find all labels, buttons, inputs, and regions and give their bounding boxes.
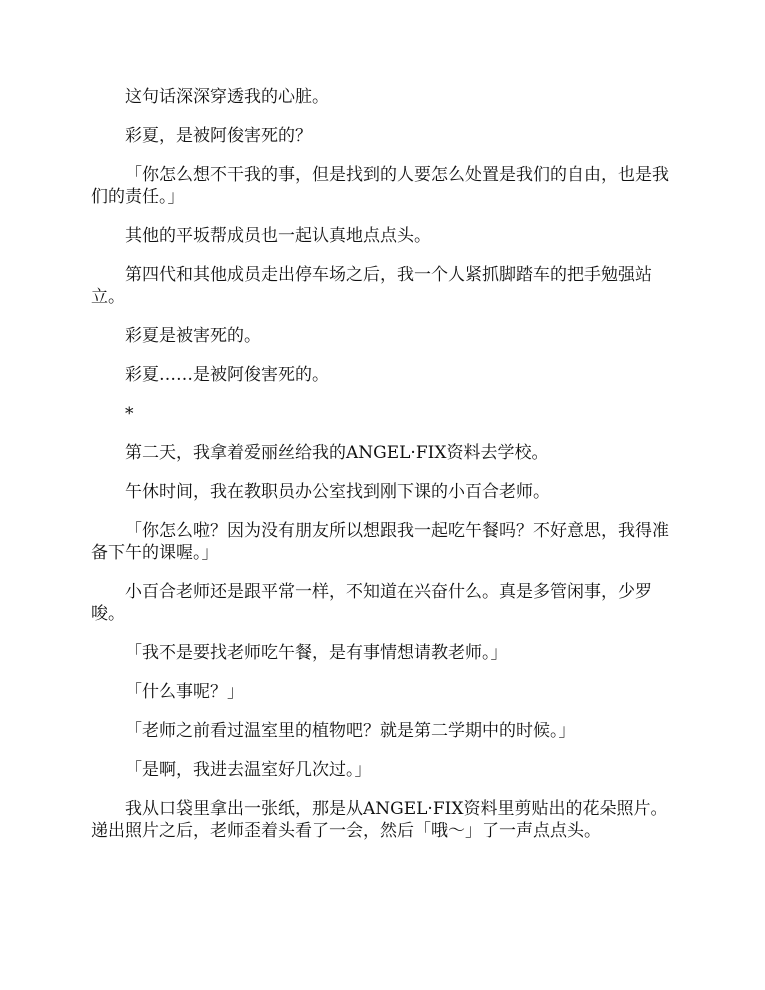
paragraph: 第二天，我拿着爱丽丝给我的ANGEL·FIX资料去学校。 (125, 443, 549, 463)
paragraph: 这句话深深穿透我的心脏。 (125, 87, 329, 107)
paragraph: 「什么事呢？」 (125, 682, 244, 702)
paragraph: 「是啊，我进去温室好几次过。」 (125, 760, 372, 780)
paragraph: 第四代和其他成员走出停车场之后，我一个人紧抓脚踏车的把手勉强站立。 (91, 265, 652, 307)
paragraph: 小百合老师还是跟平常一样，不知道在兴奋什么。真是多管闲事，少罗唆。 (91, 582, 652, 624)
paragraph: 彩夏是被害死的。 (125, 326, 261, 346)
section-break: * (125, 404, 134, 424)
paragraph: 「你怎么想不干我的事，但是找到的人要怎么处置是我们的自由，也是我们的责任。」 (91, 165, 669, 207)
paragraph: 其他的平坂帮成员也一起认真地点点头。 (125, 226, 431, 246)
paragraph: 「老师之前看过温室里的植物吧？就是第二学期中的时候。」 (125, 721, 576, 741)
paragraph: 「我不是要找老师吃午餐，是有事情想请教老师。」 (125, 643, 508, 663)
paragraph: 彩夏，是被阿俊害死的？ (125, 126, 312, 146)
paragraph: 「你怎么啦？因为没有朋友所以想跟我一起吃午餐吗？不好意思，我得准备下午的课喔。」 (91, 521, 669, 563)
paragraph: 我从口袋里拿出一张纸，那是从ANGEL·FIX资料里剪贴出的花朵照片。递出照片之后，老师歪着头看了一会，然后「哦～」了一声点点头。 (91, 799, 668, 841)
paragraph: 午休时间，我在教职员办公室找到刚下课的小百合老师。 (125, 482, 550, 502)
paragraph: 彩夏……是被阿俊害死的。 (125, 365, 329, 385)
document-body (91, 86, 673, 859)
